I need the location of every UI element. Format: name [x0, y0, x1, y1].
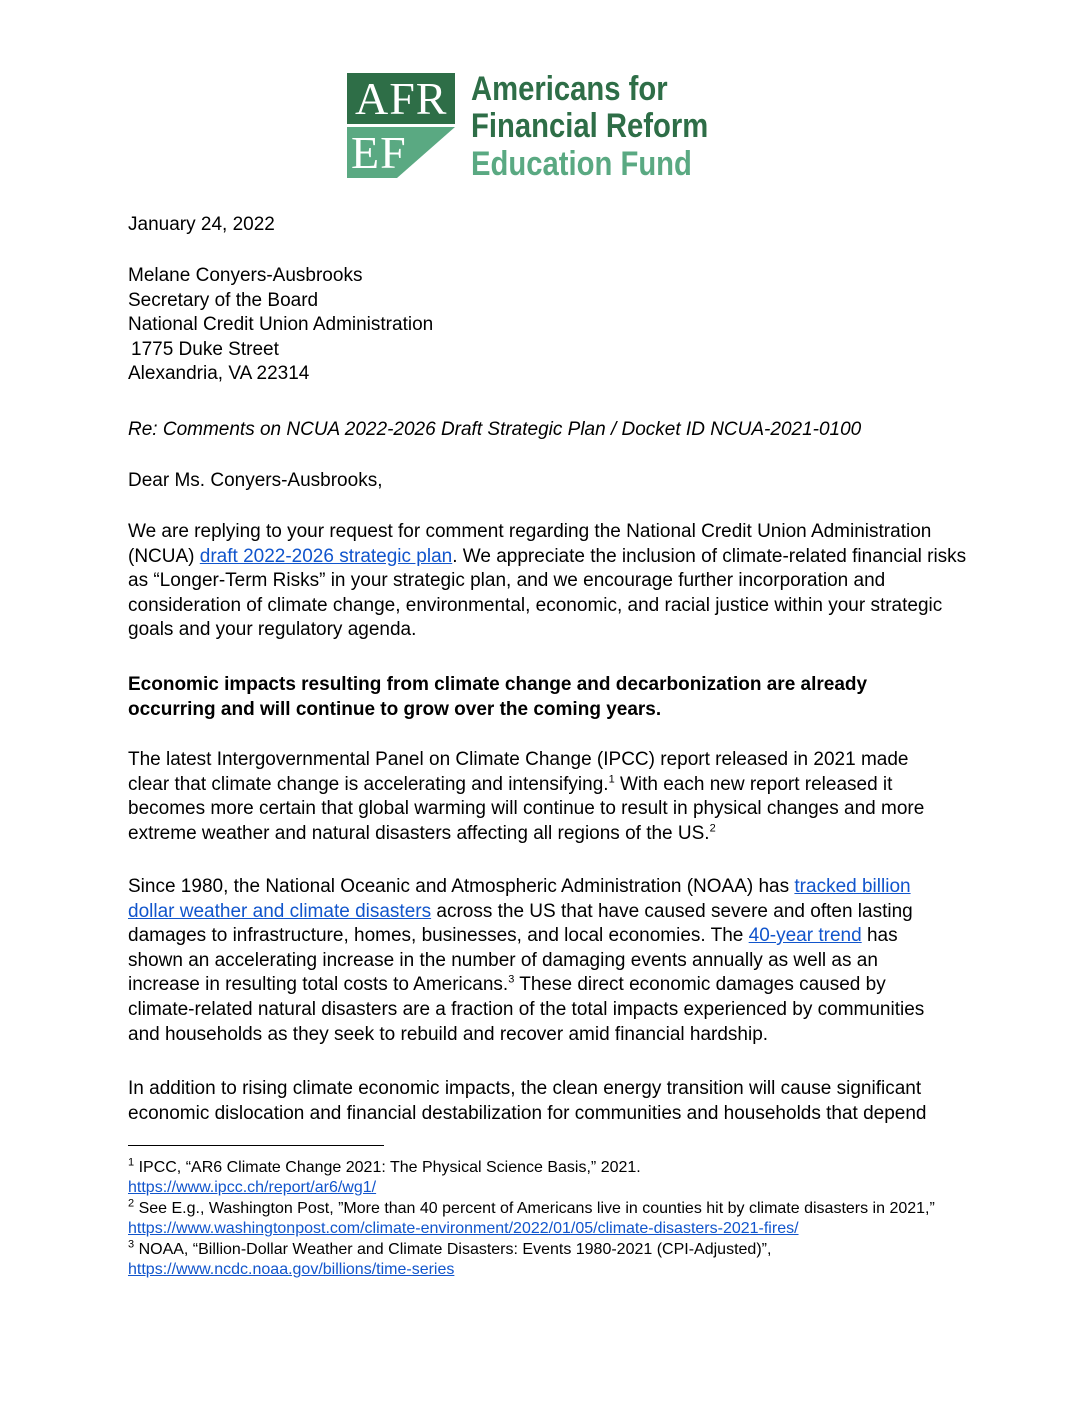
- footnote-1-number: 1: [128, 1156, 135, 1169]
- noaa-text-1: Since 1980, the National Oceanic and Atmospheric Administration (NOAA) has: [128, 876, 795, 897]
- paragraph-transition: In addition to rising climate economic impacts, the clean energy transition will cause significant economic dislocation and financial destabilization for communities and households that depend: [128, 1078, 927, 1124]
- salutation: Dear Ms. Conyers-Ausbrooks,: [128, 470, 383, 491]
- footnote-2: [128, 1199, 958, 1240]
- billion-dollar-disasters-link[interactable]: tracked billion dollar weather and climate disasters: [128, 876, 911, 922]
- section-heading: Economic impacts resulting from climate change and decarbonization are already occurring and will continue to grow over the coming years.: [128, 674, 868, 720]
- footnote-3-number: 3: [128, 1238, 135, 1251]
- address-title: Secretary of the Board: [128, 289, 319, 311]
- intro-text-end: . We appreciate the inclusion of climate-related financial risks as “Longer-Term Risks” in your strategic plan, and we encourage further incorporation and consideration of climate change, environmental, economic, and racial justice within your strategic goals and your regulatory agenda.: [128, 545, 967, 641]
- footnotes: [128, 1158, 958, 1280]
- logo-name-line2: Financial Reform: [471, 107, 709, 145]
- ipcc-text-1: The latest Intergovernmental Panel on Climate Change (IPCC) report released in 2021 made clear that climate change is accelerating and intensifying.: [128, 749, 909, 795]
- footnote-ref-1[interactable]: 1: [608, 773, 615, 786]
- address-city: Alexandria, VA 22314: [128, 363, 310, 385]
- logo-box-ef: [347, 127, 455, 178]
- footnote-2-text: See E.g., Washington Post, ”More than 40 percent of Americans live in counties hit by climate disasters in 2021,”: [134, 1199, 935, 1217]
- footnote-3-link[interactable]: https://www.ncdc.noaa.gov/billions/time-series: [128, 1261, 455, 1279]
- ipcc-text-2: With each new report released it becomes more certain that global warming will continue to result in physical changes and more extreme weather and natural disasters affecting all regions of the US.: [128, 773, 925, 844]
- forty-year-trend-link[interactable]: 40-year trend: [748, 925, 862, 947]
- footnote-ref-3[interactable]: 3: [508, 974, 515, 987]
- logo-name-line3: Education Fund: [471, 145, 692, 183]
- paragraph-ipcc: [128, 748, 948, 846]
- address-street: 1775 Duke Street: [131, 338, 279, 360]
- logo-name-line1: Americans for: [471, 70, 668, 108]
- noaa-text-2: across the US that have caused severe and often lasting damages to infrastructure, homes, businesses, and local economies. The: [128, 900, 913, 947]
- noaa-text-3: has shown an accelerating increase in the number of damaging events annually as well as an increase in resulting total costs to Americans.: [128, 925, 898, 996]
- address-name: Melane Conyers-Ausbrooks: [128, 265, 363, 286]
- intro-text-start: We are replying to your request for comment regarding the National Credit Union Administration (NCUA): [128, 521, 932, 567]
- footnote-2-number: 2: [128, 1197, 135, 1210]
- footnote-1: [128, 1158, 958, 1199]
- footnote-divider: [128, 1145, 384, 1146]
- footnote-1-text: IPCC, “AR6 Climate Change 2021: The Physical Science Basis,” 2021.: [134, 1159, 641, 1176]
- footnote-3-text: NOAA, “Billion-Dollar Weather and Climate Disasters: Events 1980-2021 (CPI-Adjusted)”,: [134, 1240, 772, 1258]
- logo-letters-ef: EF: [351, 127, 407, 178]
- paragraph-noaa: [128, 875, 954, 1047]
- noaa-text-4: These direct economic damages caused by climate-related natural disasters are a fraction of the total impacts experienced by communities and households as they seek to rebuild and recover amid financial hardship.: [128, 974, 925, 1045]
- strategic-plan-link[interactable]: draft 2022-2026 strategic plan: [199, 545, 453, 567]
- letter-date: January 24, 2022: [128, 214, 275, 235]
- subject-line: Re: Comments on NCUA 2022-2026 Draft Strategic Plan / Docket ID NCUA-2021-0100: [128, 419, 862, 440]
- footnote-ref-2[interactable]: 2: [709, 822, 716, 835]
- footnote-2-link[interactable]: https://www.washingtonpost.com/climate-environment/2022/01/05/climate-disasters-2021-fires/: [128, 1220, 799, 1238]
- address-organization: National Credit Union Administration: [128, 314, 434, 336]
- logo-box-afr: [347, 73, 455, 124]
- paragraph-intro: [128, 520, 973, 643]
- footnote-3: [128, 1240, 958, 1281]
- recipient-address: [128, 264, 433, 387]
- footnote-1-link[interactable]: https://www.ipcc.ch/report/ar6/wg1/: [128, 1179, 377, 1197]
- logo-letters-afr: AFR: [355, 73, 448, 124]
